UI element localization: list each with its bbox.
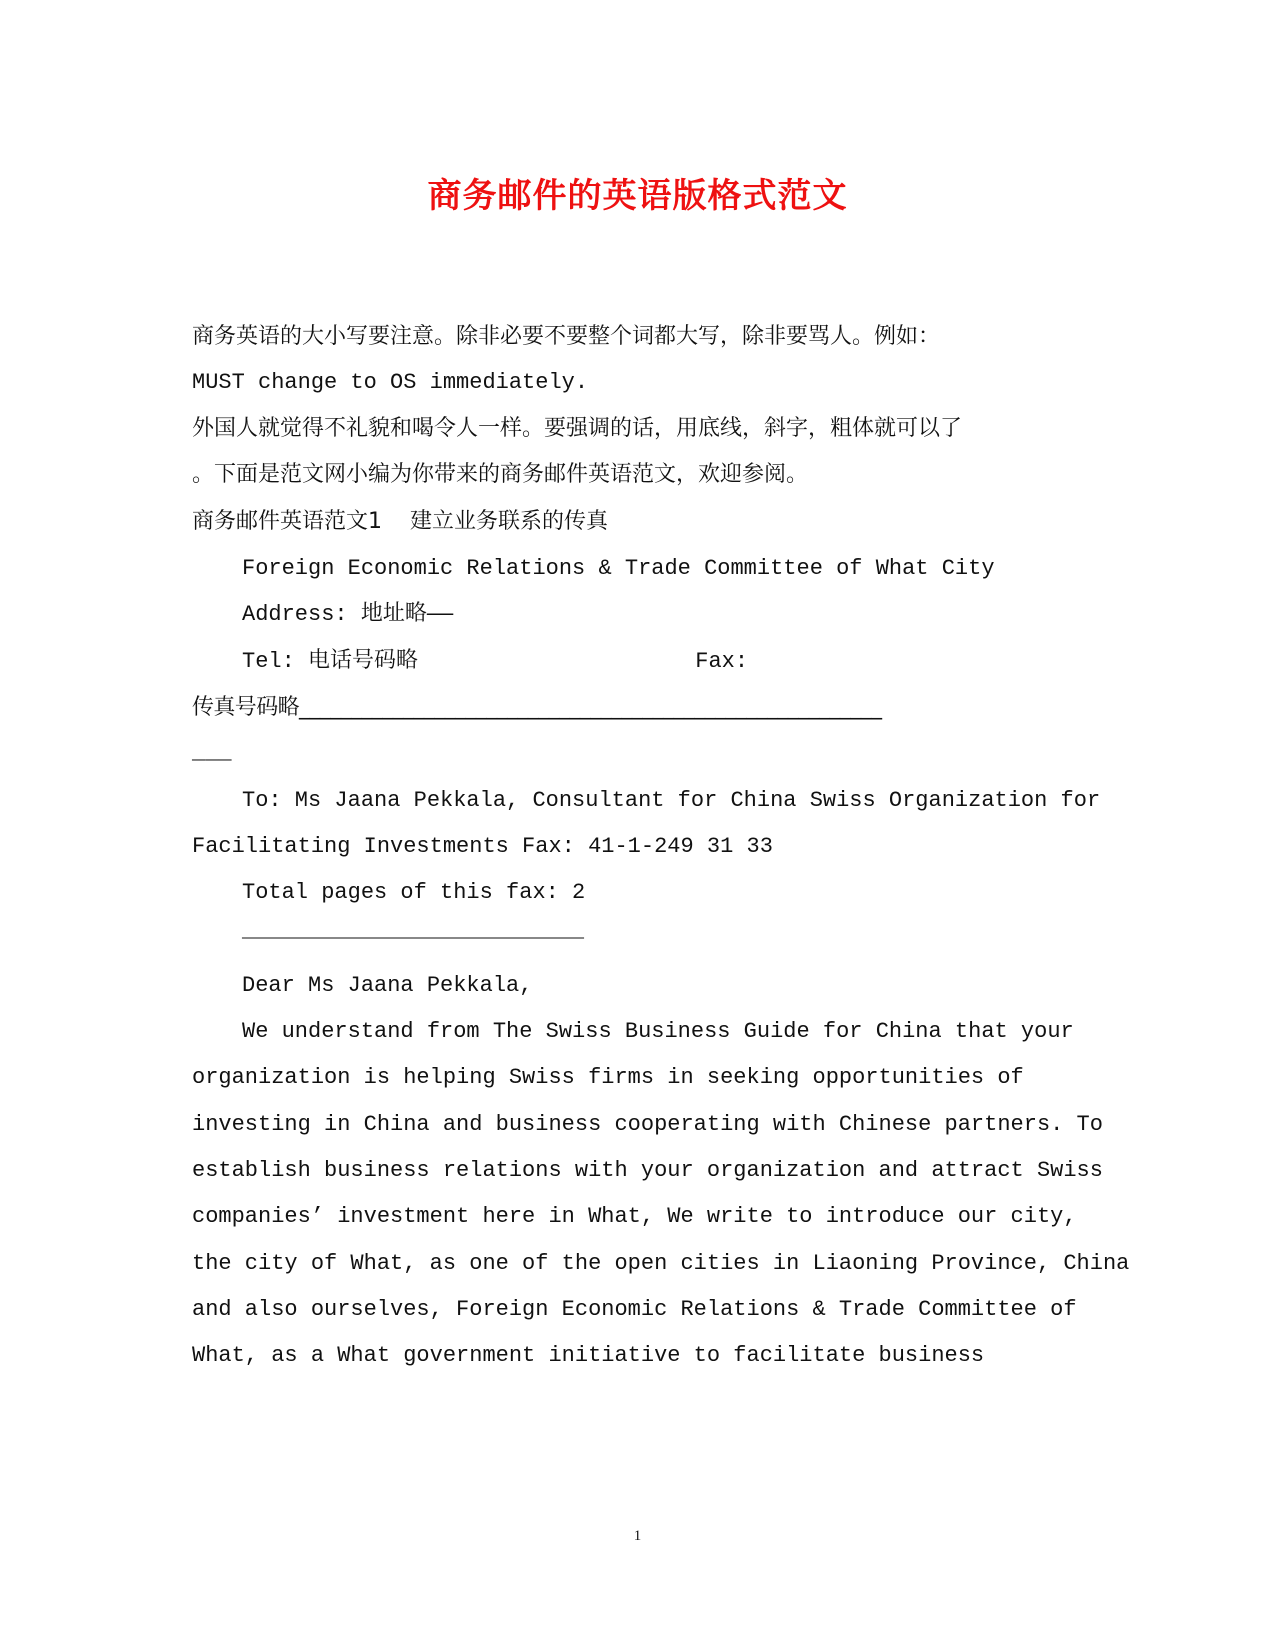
paragraph-line: MUST change to OS immediately. bbox=[192, 370, 589, 395]
body-line: establish business relations with your organization and attract Swiss bbox=[192, 1158, 1103, 1183]
sender-address: Address: 地址略—— bbox=[242, 602, 454, 627]
salutation: Dear Ms Jaana Pekkala, bbox=[242, 973, 533, 998]
body-line: What, as a What government initiative to facilitate business bbox=[192, 1343, 985, 1368]
document-title: 商务邮件的英语版格式范文 bbox=[427, 176, 848, 216]
section-heading: 商务邮件英语范文1 建立业务联系的传真 bbox=[192, 509, 608, 534]
body-line: the city of What, as one of the open cities in Liaoning Province, China bbox=[192, 1251, 1130, 1276]
sender-tel-fax: Tel: 电话号码略 Fax: bbox=[242, 649, 749, 674]
fax-number-line: 传真号码略________________________________________________________ bbox=[192, 695, 882, 720]
paragraph-line: 。下面是范文网小编为你带来的商务邮件英语范文，欢迎参阅。 bbox=[192, 462, 809, 487]
separator-line: ___ bbox=[192, 740, 232, 765]
page-number: 1 bbox=[633, 1528, 642, 1544]
body-line: We understand from The Swiss Business Guide for China that your bbox=[242, 1019, 1074, 1044]
body-line: companies’ investment here in What, We write to introduce our city, bbox=[192, 1204, 1077, 1229]
body-line: investing in China and business cooperating with Chinese partners. To bbox=[192, 1112, 1103, 1137]
recipient-line: To: Ms Jaana Pekkala, Consultant for China Swiss Organization for bbox=[242, 788, 1101, 813]
body-line: and also ourselves, Foreign Economic Relations & Trade Committee of bbox=[192, 1297, 1077, 1322]
total-pages-line: Total pages of this fax: 2 bbox=[242, 880, 586, 905]
paragraph-line: 外国人就觉得不礼貌和喝令人一样。要强调的话，用底线，斜字，粗体就可以了 bbox=[192, 416, 963, 441]
sender-organization: Foreign Economic Relations & Trade Committee of What City bbox=[242, 556, 995, 581]
separator-rule: —————————————————————————————————————— bbox=[242, 930, 585, 947]
body-line: organization is helping Swiss firms in seeking opportunities of bbox=[192, 1065, 1024, 1090]
recipient-fax-line: Facilitating Investments Fax: 41-1-249 31 33 bbox=[192, 834, 773, 859]
paragraph-line: 商务英语的大小写要注意。除非必要不要整个词都大写，除非要骂人。例如： bbox=[192, 324, 941, 349]
